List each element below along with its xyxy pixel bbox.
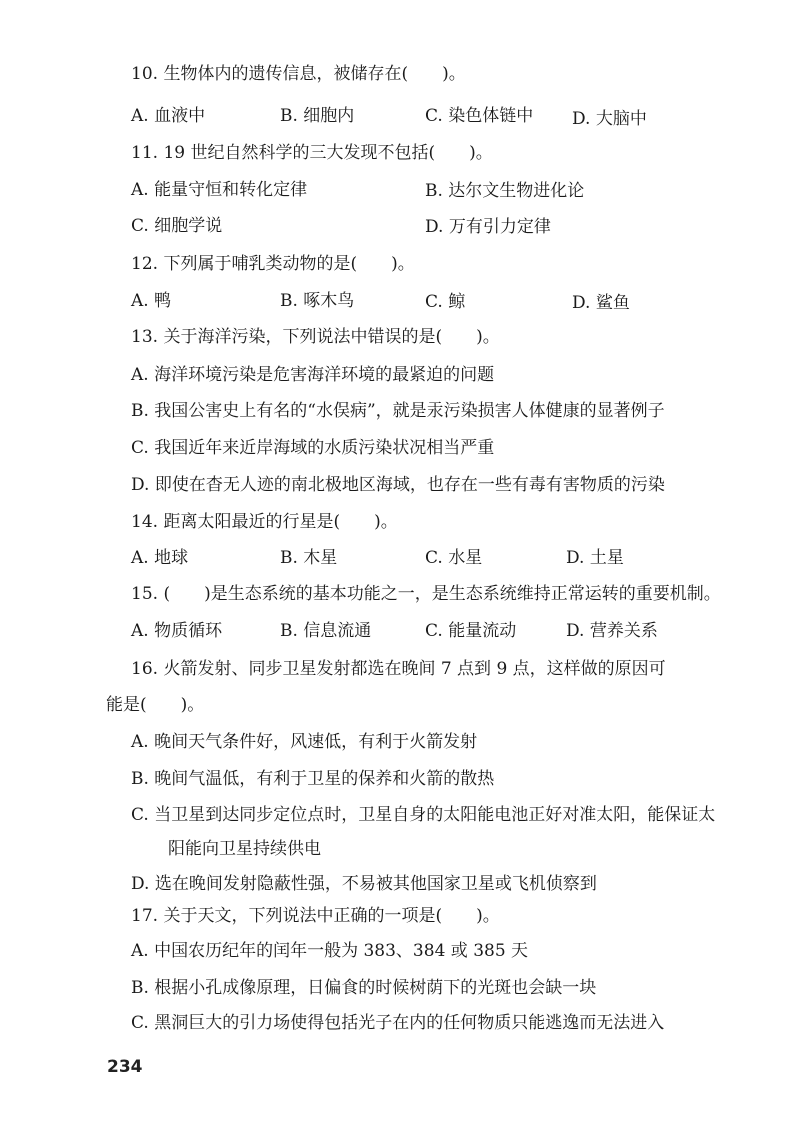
q16-option-a: A. 晚间天气条件好，风速低，有利于火箭发射 [131,732,478,752]
q13-option-a: A. 海洋环境污染是危害海洋环境的最紧迫的问题 [131,365,495,385]
q14-option-c: C. 水星 [425,548,483,568]
page-number: 234 [107,1057,143,1077]
question-12-stem: 12. 下列属于哺乳类动物的是( )。 [131,254,415,274]
q12-option-c: C. 鲸 [425,292,466,312]
question-14-stem: 14. 距离太阳最近的行星是( )。 [131,512,398,532]
question-11-stem: 11. 19 世纪自然科学的三大发现不包括( )。 [131,143,493,163]
q13-option-b: B. 我国公害史上有名的“水俣病”，就是汞污染损害人体健康的显著例子 [131,401,665,421]
question-10-stem: 10. 生物体内的遗传信息，被储存在( )。 [131,64,466,84]
q17-option-a: A. 中国农历纪年的闰年一般为 383、384 或 385 天 [131,941,529,961]
q16-option-c-continued: 阳能向卫星持续供电 [168,839,321,859]
q15-option-a: A. 物质循环 [131,621,223,641]
q16-option-c: C. 当卫星到达同步定位点时，卫星自身的太阳能电池正好对准太阳，能保证太 [131,805,716,825]
q17-option-b: B. 根据小孔成像原理，日偏食的时候树荫下的光斑也会缺一块 [131,978,597,998]
q15-option-d: D. 营养关系 [566,621,658,641]
q15-option-c: C. 能量流动 [425,621,517,641]
q14-option-a: A. 地球 [131,548,189,568]
q13-option-d: D. 即使在杳无人迹的南北极地区海域，也存在一些有毒有害物质的污染 [131,475,665,495]
question-16-stem-line1: 16. 火箭发射、同步卫星发射都选在晚间 7 点到 9 点，这样做的原因可 [131,659,666,679]
q11-option-b: B. 达尔文生物进化论 [425,181,585,201]
q14-option-d: D. 土星 [566,548,624,568]
q13-option-c: C. 我国近年来近岸海域的水质污染状况相当严重 [131,438,495,458]
q14-option-b: B. 木星 [280,548,338,568]
q12-option-a: A. 鸭 [131,291,172,311]
q10-option-d: D. 大脑中 [572,109,647,129]
q16-option-b: B. 晚间气温低，有利于卫星的保养和火箭的散热 [131,769,495,789]
q12-option-b: B. 啄木鸟 [280,291,355,311]
q10-option-a: A. 血液中 [131,106,206,126]
q15-option-b: B. 信息流通 [280,621,372,641]
question-15-stem: 15. ( )是生态系统的基本功能之一，是生态系统维持正常运转的重要机制。 [131,584,721,604]
question-13-stem: 13. 关于海洋污染，下列说法中错误的是( )。 [131,327,500,347]
q17-option-c: C. 黑洞巨大的引力场使得包括光子在内的任何物质只能逃逸而无法进入 [131,1013,665,1033]
question-16-stem-line2: 能是( )。 [106,695,205,715]
question-17-stem: 17. 关于天文，下列说法中正确的一项是( )。 [131,906,500,926]
q11-option-c: C. 细胞学说 [131,216,223,236]
q11-option-a: A. 能量守恒和转化定律 [131,180,308,200]
q10-option-b: B. 细胞内 [280,106,355,126]
q10-option-c: C. 染色体链中 [425,106,534,126]
q16-option-d: D. 选在晚间发射隐蔽性强，不易被其他国家卫星或飞机侦察到 [131,874,597,894]
q12-option-d: D. 鲨鱼 [572,293,630,313]
q11-option-d: D. 万有引力定律 [425,217,551,237]
